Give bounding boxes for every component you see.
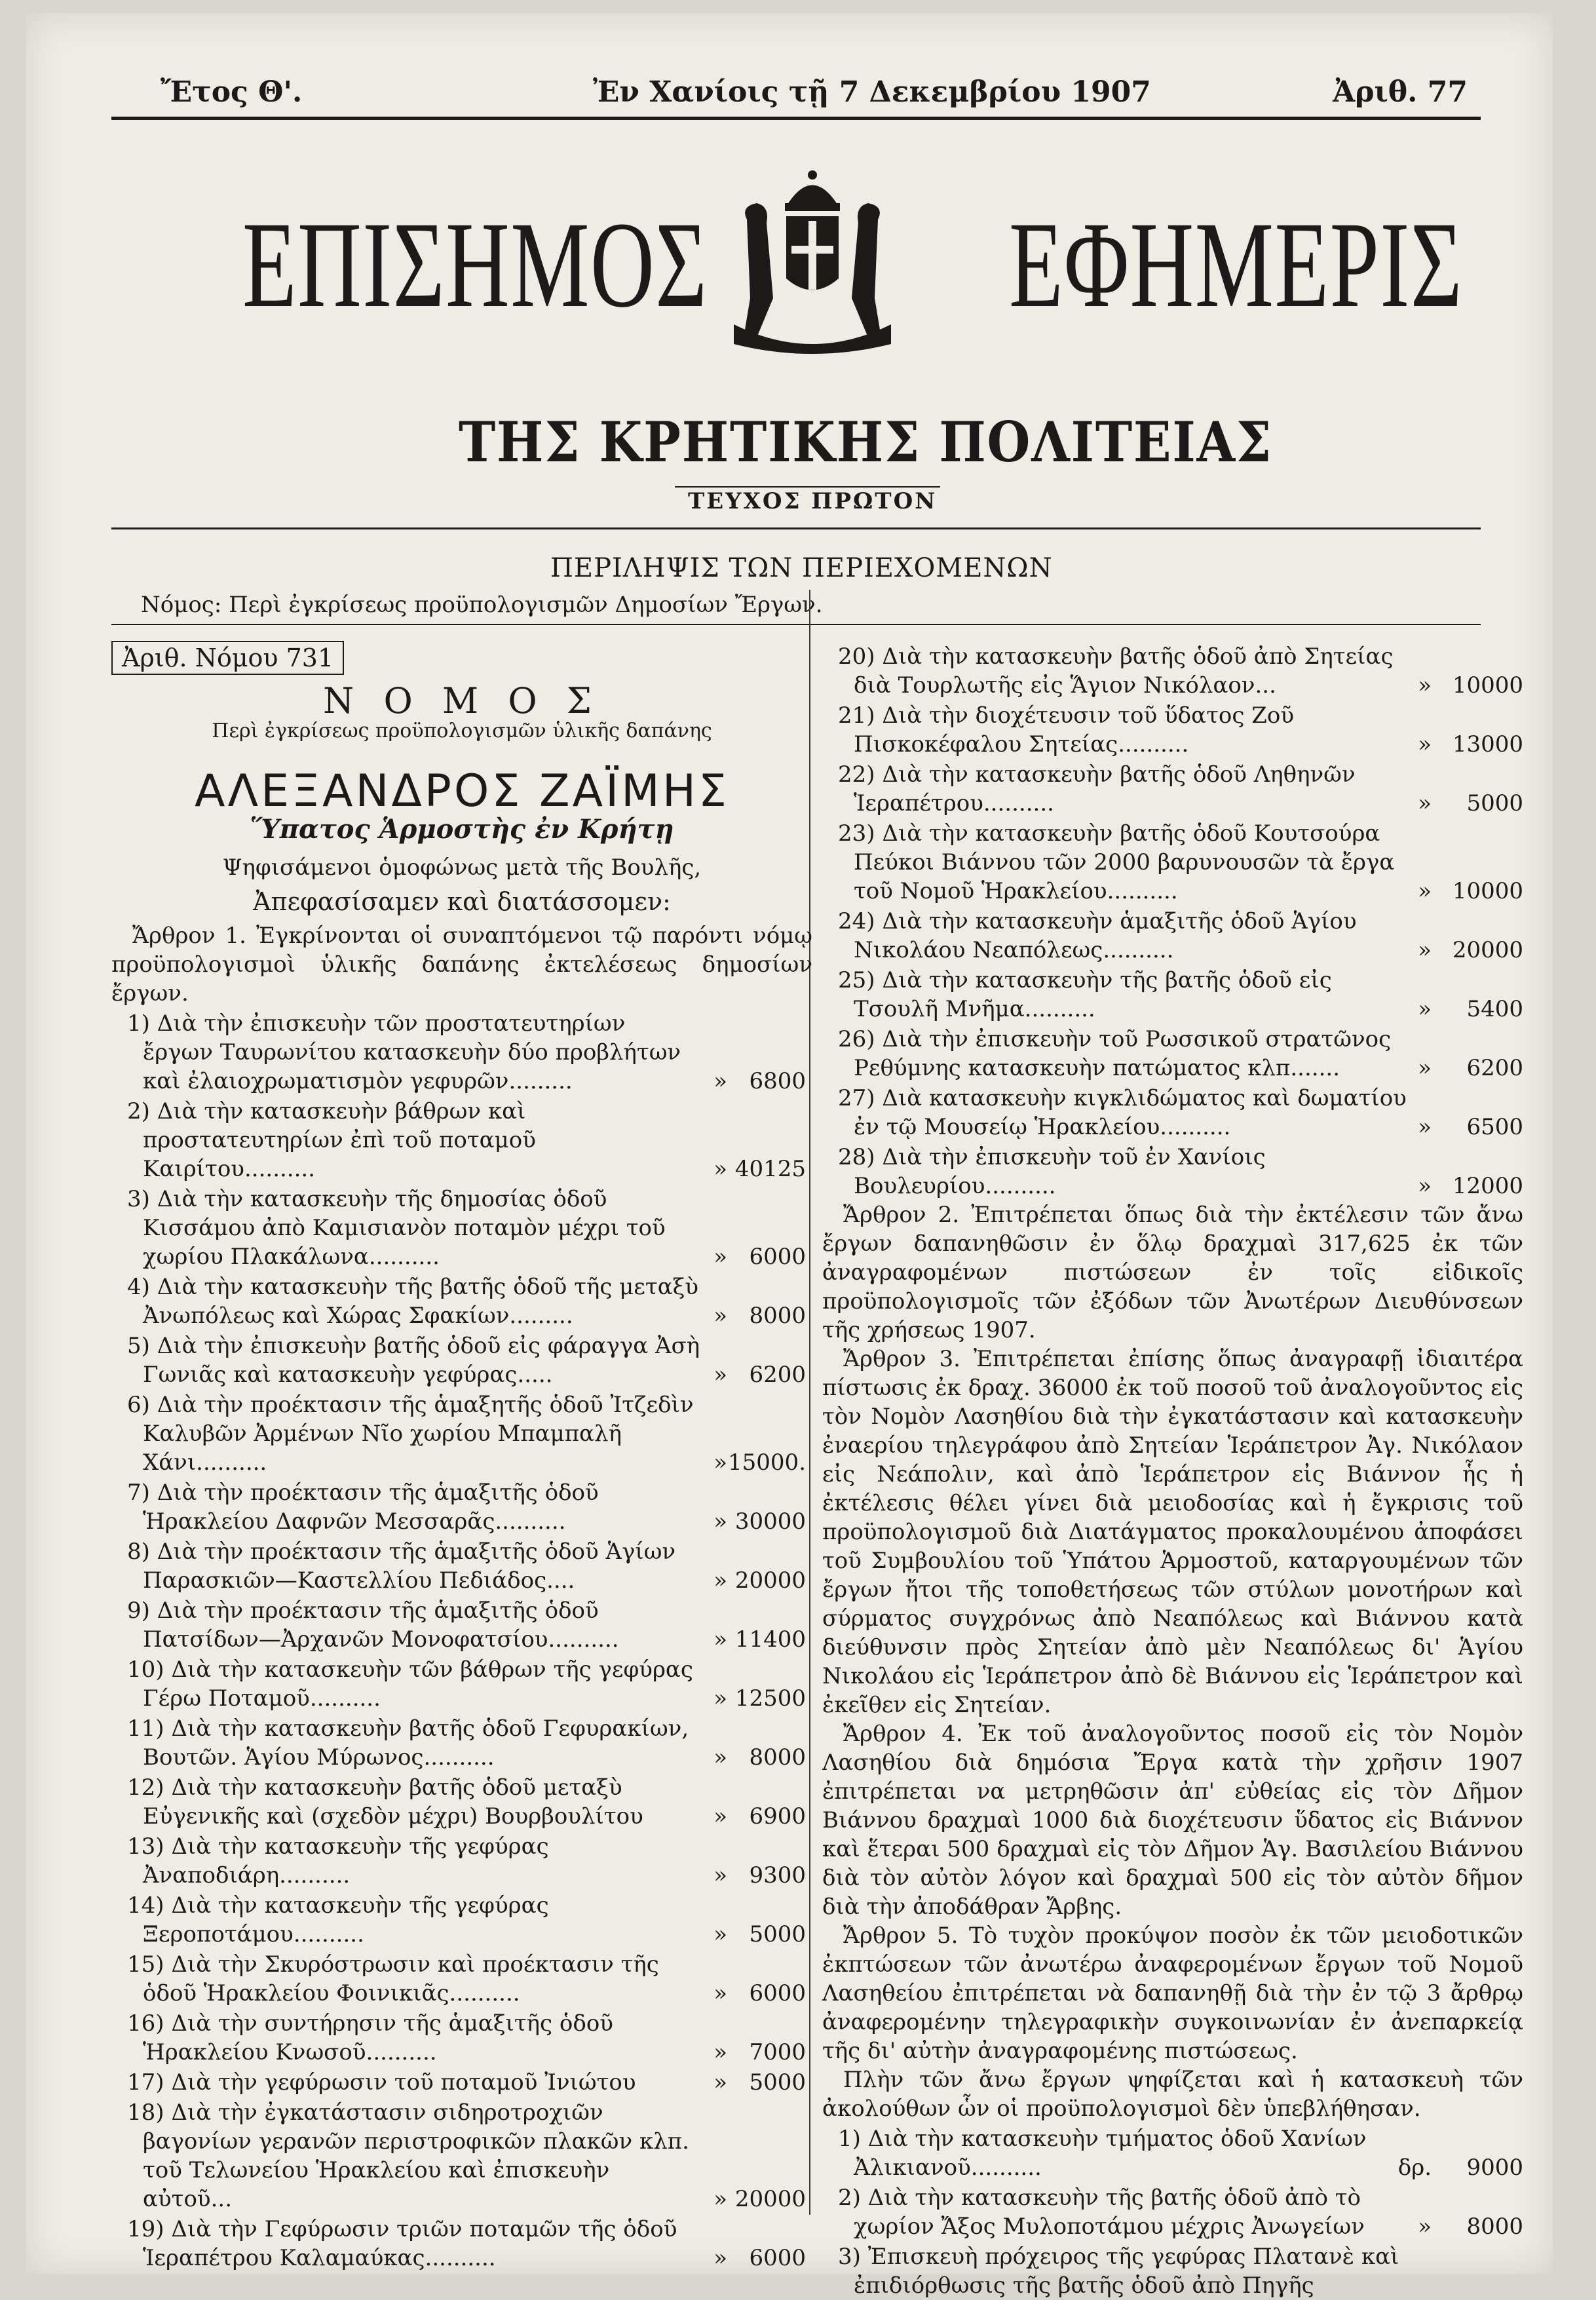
budget-item-text: 11) Διὰ τὴν κατασκευὴν βατῆς ὁδοῦ Γεφυρακίων, Βουτῶν. Ἁγίου Μύρωνος.......... [127,1715,689,1771]
ruler-title: Ὕπατος Ἁρμοστὴς ἐν Κρήτῃ [250,814,674,845]
budget-item-text: 7) Διὰ τὴν προέκτασιν τῆς ἁμαξιτῆς ὁδοῦ Ἡρακλείου Δαφνῶν Μεσσαρᾶς.......... [127,1480,599,1535]
ditto-mark: » [1418,878,1432,904]
budget-item [111,1332,812,1389]
header-rule [111,117,1481,120]
budget-item-amount: 8000 [749,1303,806,1329]
budget-item [822,907,1523,965]
law-subject: Περὶ ἐγκρίσεως προϋπολογισμῶν ὑλικῆς δαπάνης [212,719,712,742]
ditto-mark: » [713,2039,727,2065]
header-line [111,75,1481,121]
ditto-mark: » [713,1244,727,1270]
right-articles [822,1200,1523,2123]
article-paragraph: Ἄρθρον 2. Ἐπιτρέπεται ὅπως διὰ τὴν ἐκτέλεσιν τῶν ἄνω ἔργων δαπανηθῶσιν ἐν ὅλῳ δραχμαὶ 317,625 ἐκ τῶν ἀναγραφομένων πιστώσεων ἐν τοῖς εἰδικοῖς προϋπολογισμοῖς τῶν ἐξόδων τῶν Ἀνωτέρων Διευθύνσεων τῆς χρήσεως 1907. [822,1202,1523,1343]
budget-item-amount: 5000 [749,1921,806,1947]
budget-item-text: 26) Διὰ τὴν ἐπισκευὴν τοῦ Ρωσσικοῦ στρατῶνος Ρεθύμνης κατασκευὴν πατώματος κλπ....... [838,1026,1392,1081]
budget-item-text: 21) Διὰ τὴν διοχέτευσιν τοῦ ὕδατος Ζοῦ Πισκοκέφαλου Σητείας.......... [838,702,1294,757]
budget-item-amount: 7000 [749,2039,806,2065]
budget-item [111,1655,812,1713]
ditto-mark: » [713,1508,727,1535]
budget-item [111,1714,812,1772]
newspaper-page [26,13,1553,2299]
budget-item [111,1950,812,2008]
year-label: Ἔτος Θ'. [161,75,303,109]
budget-item-text: 6) Διὰ τὴν προέκτασιν τῆς ἁμαξητῆς ὁδοῦ Ἰτζεδὶν Καλυβῶν Ἀρμένων Νῖο χωρίου Μπαμπαλῆ Χάνι.......... [127,1392,694,1476]
budget-item [111,1773,812,1831]
budget-item-amount: 12000 [1452,1173,1523,1199]
budget-item [111,1891,812,1949]
budget-item-text: 22) Διὰ τὴν κατασκευὴν βατῆς ὁδοῦ Ληθηνῶν Ἱεραπέτρου.......... [838,761,1356,816]
budget-item [111,1273,812,1330]
ditto-mark: » [1418,1055,1432,1081]
extra-item-text: 2) Διὰ τὴν κατασκευὴν τῆς βατῆς ὁδοῦ ἀπὸ τὸ χωρίον Ἄξος Μυλοποτάμου μέχρις Ἀνωγείων [838,2185,1365,2240]
budget-item-text: 9) Διὰ τὴν προέκτασιν τῆς ἁμαξιτῆς ὁδοῦ Πατσίδων—Ἀρχανῶν Μονοφατσίου.......... [127,1598,619,1653]
budget-item [111,1478,812,1536]
law-number: Ἀριθ. Νόμου 731 [111,641,344,675]
summary-title: ΠΕΡΙΛΗΨΙΣ ΤΩΝ ΠΕΡΙΕΧΟΜΕΝΩΝ [550,553,1053,583]
budget-item-amount: 20000 [734,2186,806,2212]
budget-item [111,2215,812,2272]
budget-item-text: 19) Διὰ τὴν Γεφύρωσιν τριῶν ποταμῶν τῆς ὁδοῦ Ἱεραπέτρου Καλαμαύκας.......... [127,2216,677,2271]
budget-item-amount: 10000 [1452,878,1523,904]
budget-item [111,2009,812,2067]
summary-text: Νόμος: Περὶ ἐγκρίσεως προϋπολογισμῶν Δημοσίων Ἔργων. [141,592,823,618]
ditto-mark: » [713,1921,727,1947]
ditto-mark: » [1418,672,1432,699]
budget-item-amount: 40125 [734,1156,806,1182]
extra-item [822,2183,1523,2241]
budget-item-text: 25) Διὰ τὴν κατασκευὴν τῆς βατῆς ὁδοῦ εἰς Τσουλῆ Μνῆμα.......... [838,967,1332,1022]
budget-item-text: 8) Διὰ τὴν προέκτασιν τῆς ἁμαξιτῆς ὁδοῦ Ἁγίων Παρασκιῶν—Καστελλίου Πεδιάδος.... [127,1539,676,1594]
budget-item-amount: 6800 [749,1068,806,1094]
ditto-mark: » [713,1068,727,1094]
ditto-mark: » [713,1980,727,2006]
budget-item-text: 13) Διὰ τὴν κατασκευὴν τῆς γεφύρας Ἀναποδιάρη.......... [127,1833,549,1888]
volume-label: ΤΕΥΧΟΣ ΠΡΩΤΟΝ [688,488,938,514]
budget-item-amount: 30000 [734,1508,806,1535]
budget-item-amount: 20000 [1452,937,1523,963]
ditto-mark: » [713,1567,727,1594]
extra-item [822,2242,1523,2300]
budget-item-text: 14) Διὰ τὴν κατασκευὴν τῆς γεφύρας Ξεροποτάμου.......... [127,1892,549,1947]
budget-item [111,1009,812,1096]
budget-item-text: 12) Διὰ τὴν κατασκευὴν βατῆς ὁδοῦ μεταξὺ Εὐγενικῆς καὶ (σχεδὸν μέχρι) Βουρβουλίτου [127,1774,643,1830]
budget-item-text: 4) Διὰ τὴν κατασκευὴν τῆς βατῆς ὁδοῦ τῆς μεταξὺ Ἀνωπόλεως καὶ Χώρας Σφακίων......... [127,1274,699,1329]
law-heading: Ν Ο Μ Ο Σ [323,680,601,721]
decree-line: Ἀπεφασίσαμεν καὶ διατάσσομεν: [253,887,671,916]
budget-item-amount: 15000. [728,1449,806,1476]
extra-item-amount: 8000 [1466,2214,1523,2240]
ditto-mark: » [1418,1114,1432,1140]
left-items-list [111,1009,812,2272]
budget-item-amount: 13000 [1452,731,1523,757]
budget-item-amount: 10000 [1452,672,1523,699]
budget-item-amount: 5000 [1466,790,1523,816]
budget-item-amount: 9300 [749,1862,806,1888]
extra-item-text: 3) Ἐπισκευὴ πρόχειρος τῆς γεφύρας Πλατανὲ καὶ ἐπιδιόρθωσις τῆς βατῆς ὁδοῦ ἀπὸ Πηγῆς [838,2244,1399,2299]
article-1: Ἄρθρον 1. Ἐγκρίνονται οἱ συναπτόμενοι τῷ παρόντι νόμῳ προϋπολογισμοὶ ὑλικῆς δαπάνης ἐκτελέσεως δημοσίων ἔργων. [111,923,812,1006]
budget-item-text: 28) Διὰ τὴν ἐπισκευὴν τοῦ ἐν Χανίοις Βουλευρίου.......... [838,1144,1266,1199]
budget-item [822,1143,1523,1200]
ditto-mark: » [1418,790,1432,816]
budget-item [822,966,1523,1024]
masthead-word-left: ΕΠΙΣΗΜΟΣ [242,196,708,333]
ditto-mark: » [713,2069,727,2096]
budget-item [111,2068,812,2097]
ditto-mark: » [713,1803,727,1830]
left-column [111,641,812,2272]
extra-item-amount: 9000 [1466,2155,1523,2181]
budget-item-text: 17) Διὰ τὴν γεφύρωσιν τοῦ ποταμοῦ Ἰνιώτου [127,2069,636,2096]
budget-item-text: 18) Διὰ τὴν ἐγκατάστασιν σιδηροτροχιῶν βαγονίων γερανῶν περιστροφικῶν πλακῶν κλπ. τοῦ Τελωνείου Ἡρακλείου καὶ ἐπισκευὴν αὐτοῦ... [127,2099,689,2212]
budget-item [111,1596,812,1654]
coat-of-arms-icon [721,167,904,364]
ditto-mark: » [1418,937,1432,963]
budget-item-amount: 8000 [749,1744,806,1771]
budget-item [111,2098,812,2214]
budget-item-amount: 6900 [749,1803,806,1830]
budget-item-text: 5) Διὰ τὴν ἐπισκευὴν βατῆς ὁδοῦ εἰς φάραγγα Ἀσὴ Γωνιᾶς καὶ κατασκευὴν γεφύρας..... [127,1333,700,1388]
ditto-mark: » [1418,1173,1432,1199]
budget-item [111,1185,812,1271]
budget-item-text: 23) Διὰ τὴν κατασκευὴν βατῆς ὁδοῦ Κουτσούρα Πεύκοι Βιάννου τῶν 2000 βαρυνουσῶν τὰ ἔργα τοῦ Νομοῦ Ἡρακλείου.......... [838,820,1395,904]
budget-item-text: 24) Διὰ τὴν κατασκευὴν ἁμαξιτῆς ὁδοῦ Ἁγίου Νικολάου Νεαπόλεως.......... [838,908,1357,963]
budget-item-amount: 6000 [749,2245,806,2271]
budget-item [111,1832,812,1890]
budget-item [111,1097,812,1183]
article-paragraph: Ἄρθρον 5. Τὸ τυχὸν προκύψον ποσὸν ἐκ τῶν μειοδοτικῶν ἐκπτώσεων τῶν ἀνωτέρω ἀναφερομένων ἔργων τοῦ Νομοῦ Λασηθείου ἐπιτρέπεται νὰ δαπανηθῇ διὰ τὴν ἐν τῷ 3 ἄρθρῳ ἀναφερομένην τηλεγραφικὴν συγκοινωνίαν ἐν ἀνεπαρκείᾳ τῆς δι' αὐτὴν ἀναγραφομένης πιστώσεως. [822,1923,1523,2064]
budget-item-text: 1) Διὰ τὴν ἐπισκευὴν τῶν προστατευτηρίων ἔργων Ταυρωνίτου κατασκευὴν δύο προβλήτων καὶ ἐλαιοχρωματισμὸν γεφυρῶν......... [127,1010,681,1094]
budget-item-amount: 12500 [734,1685,806,1712]
budget-item [111,1537,812,1595]
budget-item-text: 2) Διὰ τὴν κατασκευὴν βάθρων καὶ προστατευτηρίων ἐπὶ τοῦ ποταμοῦ Καιρίτου.......... [127,1098,536,1182]
masthead-rule [111,527,1481,529]
right-items-list [822,642,1523,1200]
budget-item [822,819,1523,906]
subtitle-rule [675,486,940,488]
budget-item [822,1084,1523,1141]
budget-item-amount: 6200 [749,1362,806,1388]
budget-item-amount: 6200 [1466,1055,1523,1081]
ditto-mark: » [713,2186,727,2212]
budget-item [822,760,1523,818]
budget-item-text: 10) Διὰ τὴν κατασκευὴν τῶν βάθρων τῆς γεφύρας Γέρω Ποταμοῦ.......... [127,1657,693,1712]
ditto-mark: » [713,1862,727,1888]
extra-items-list [822,2124,1523,2300]
budget-item-text: 16) Διὰ τὴν συντήρησιν τῆς ἁμαξιτῆς ὁδοῦ Ἡρακλείου Κνωσοῦ.......... [127,2010,613,2065]
extra-item-text: 1) Διὰ τὴν κατασκευὴν τμήματος ὁδοῦ Χανίων Ἀλικιανοῦ.......... [838,2126,1367,2181]
ditto-mark: » [713,1362,727,1388]
ditto-mark: » [713,2245,727,2271]
budget-item [822,1025,1523,1083]
budget-item [111,1390,812,1477]
budget-item-text: 20) Διὰ τὴν κατασκευὴν βατῆς ὁδοῦ ἀπὸ Σητείας διὰ Τουρλωτῆς εἰς Ἅγιον Νικόλαον... [838,643,1394,699]
ditto-mark: » [1418,996,1432,1022]
budget-item-amount: 6000 [749,1244,806,1270]
extra-item [822,2124,1523,2182]
issue-number: Ἀριθ. 77 [1333,75,1468,109]
summary-rule [111,624,1481,625]
budget-item-text: 3) Διὰ τὴν κατασκευὴν τῆς δημοσίας ὁδοῦ Κισσάμου ἀπὸ Καμισιανὸν ποταμὸν μέχρι τοῦ χωρίου Πλακάλωνα.......... [127,1186,666,1270]
right-column [822,641,1523,2300]
budget-item-text: 27) Διὰ κατασκευὴν κιγκλιδώματος καὶ δωματίου ἐν τῷ Μουσείῳ Ἡρακλείου.......... [838,1085,1407,1140]
budget-item-amount: 5000 [749,2069,806,2096]
ruler-name: ΑΛΕΞΑΝΔΡΟΣ ΖΑΪΜΗΣ [195,765,729,817]
article-paragraph: Ἄρθρον 3. Ἐπιτρέπεται ἐπίσης ὅπως ἀναγραφῇ ἰδιαιτέρα πίστωσις ἐκ δραχ. 36000 ἐκ τοῦ ποσοῦ τοῦ ἀναλογοῦντος εἰς τὸν Νομὸν Λασηθίου διὰ τὴν ἐγκατάστασιν καὶ κατασκευὴν ἐναερίου τηλεγράφου ἀπὸ Σητείαν Ἱεράπετρον Ἀγ. Νικόλαον εἰς Νεάπολιν, καὶ ἀπὸ Ἱεράπετρον εἰς Βιάννον ἧς ἡ ἐκτέλεσις θέλει γίνει διὰ μειοδοσίας καὶ ἡ ἔγκρισις τοῦ προϋπολογισμοῦ διὰ Διατάγματος προκαλουμένου ἀποφάσει τοῦ Συμβουλίου τοῦ Ὑπάτου Ἁρμοστοῦ, καταργουμένων τῶν ἔργων ἤτοι τῆς τοποθετήσεως τῶν στύλων μονοτήρων καὶ σύρματος συγχρόνως ἀπὸ Νεαπόλεως καὶ Βιάννου κατὰ διεύθυνσιν πρὸς Σητείαν ἀπὸ μὲν Νεαπόλεως δι' Ἁγίου Νικολάου εἰς Ἱεράπετρον ἀπὸ δὲ Βιάννου εἰς Ἱεράπετρον καὶ ἐκεῖθεν εἰς Σητείαν. [822,1346,1523,1718]
budget-item-amount: 5400 [1466,996,1523,1022]
masthead-subtitle: ΤΗΣ ΚΡΗΤΙΚΗΣ ΠΟΛΙΤΕΙΑΣ [459,410,1273,474]
voted-line: Ψηφισάμενοι ὁμοφώνως μετὰ τῆς Βουλῆς, [222,854,702,881]
dateline: Ἐν Χανίοις τῇ 7 Δεκεμβρίου 1907 [593,75,1151,109]
budget-item-amount: 20000 [734,1567,806,1594]
ditto-mark: » [713,1744,727,1771]
ditto-mark: » [713,1303,727,1329]
extra-item-prefix: » [1418,2214,1432,2240]
budget-item-amount: 6000 [749,1980,806,2006]
extra-item-prefix: δρ. [1397,2155,1432,2181]
budget-item-amount: 6500 [1466,1114,1523,1140]
article-paragraph: Πλὴν τῶν ἄνω ἔργων ψηφίζεται καὶ ἡ κατασκευὴ τῶν ἀκολούθων ὧν οἱ προϋπολογισμοὶ δὲν ὑπεβλήθησαν. [822,2067,1523,2122]
ditto-mark: » [1418,731,1432,757]
budget-item-amount: 11400 [734,1626,806,1653]
budget-item [822,701,1523,759]
budget-item [822,642,1523,700]
ditto-mark: » [713,1156,727,1182]
masthead-word-right: ΕΦΗΜΕΡΙΣ [1009,196,1464,333]
budget-item-text: 15) Διὰ τὴν Σκυρόστρωσιν καὶ προέκτασιν τῆς ὁδοῦ Ἡρακλείου Φοινικιᾶς.......... [127,1951,659,2006]
ditto-mark: » [713,1685,727,1712]
ditto-mark: » [713,1449,727,1476]
ditto-mark: » [713,1626,727,1653]
article-paragraph: Ἄρθρον 4. Ἐκ τοῦ ἀναλογοῦντος ποσοῦ εἰς τὸν Νομὸν Λασηθίου διὰ δημόσια Ἔργα κατὰ τὴν χρῆσιν 1907 ἐπιτρέπεται να μετρηθῶσιν ἀπ' εὐθείας εἰς τὸν Δῆμον Βιάννου δραχμαὶ 1000 διὰ διοχέτευσιν ὕδατος εἰς Βιάννον καὶ ἕτεραι 500 δραχμαὶ εἰς τὸν Δῆμον Ἁγ. Βασιλείου Βιάννου διὰ τὸν αὐτὸν λόγον καὶ δραχμαὶ 500 εἰς τὸν αὐτὸν δῆμον διὰ τὴν ἀποδάθραν Ἄρβης. [822,1721,1523,1920]
